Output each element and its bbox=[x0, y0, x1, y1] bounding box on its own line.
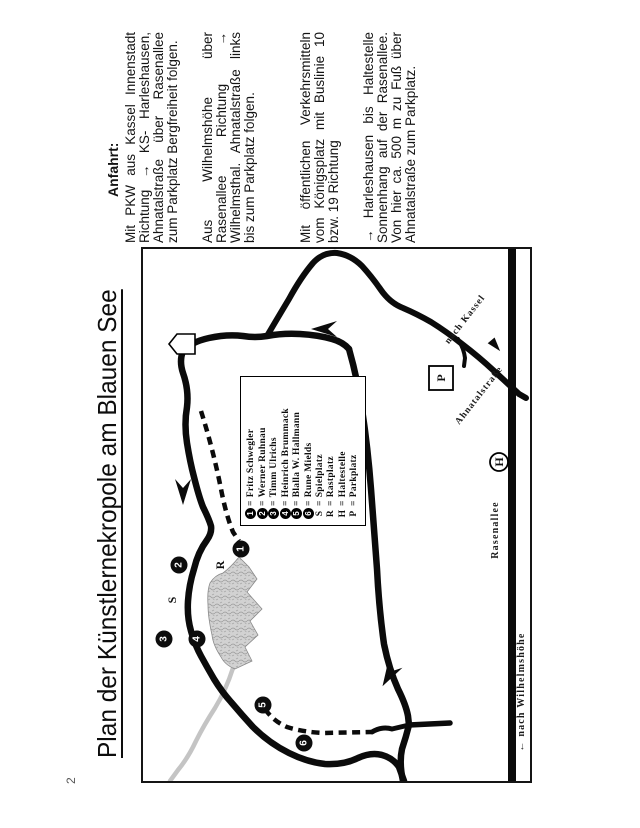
legend-symbol: 4 bbox=[280, 508, 291, 519]
legend-symbol: 5 bbox=[291, 508, 302, 519]
directions-paragraph-car: Mit PKW aus Kassel Innenstadt Richtung → KS- Harleshausen, Ahnatalstraße über Rasenallee zum Parkplatz Bergfreiheit folgen. bbox=[123, 32, 180, 243]
legend-symbol: R bbox=[326, 509, 337, 518]
legend-row: 3=Timm Ulrichs bbox=[268, 383, 280, 519]
svg-text:P: P bbox=[434, 374, 448, 382]
map-legend bbox=[240, 376, 366, 526]
legend-symbol: 3 bbox=[268, 508, 279, 519]
label-nach-kassel: nach Kassel bbox=[443, 293, 488, 347]
legend-symbol: 1 bbox=[245, 508, 256, 519]
directions-block bbox=[106, 32, 518, 243]
legend-symbol: 2 bbox=[257, 508, 268, 519]
directions-paragraph-transit: Mit öffentlichen Verkehrsmitteln vom Königsplatz mit Buslinie 10 bzw. 19 Richtung bbox=[298, 32, 341, 243]
label-rasenallee: Rasenallee bbox=[490, 501, 501, 559]
direction-arrow-icon bbox=[175, 479, 191, 505]
marker-4 bbox=[189, 631, 206, 648]
legend-row: 4=Heinrich Brummack bbox=[280, 383, 292, 519]
marker-2 bbox=[171, 557, 188, 574]
legend-row: 5=Blalla W. Hallmann bbox=[291, 383, 303, 519]
directions-heading: Anfahrt: bbox=[105, 142, 121, 197]
svg-text:3: 3 bbox=[158, 636, 170, 642]
rastplatz-letter: R bbox=[213, 560, 227, 570]
label-ahnatalstrasse: Ahnatalstraße bbox=[453, 364, 506, 427]
trail-south bbox=[265, 709, 371, 733]
map-pentagon-icon bbox=[169, 334, 195, 354]
legend-row: 6=Rune Mields bbox=[303, 383, 315, 519]
legend-row: P=Parkplatz bbox=[349, 383, 361, 519]
stream bbox=[170, 668, 233, 781]
legend-row: 1=Fritz Schwegler bbox=[245, 383, 257, 519]
svg-text:5: 5 bbox=[257, 702, 269, 708]
directions-paragraph-wilhelmshoehe: Aus Wilhelmshöhe über Rasenallee Richtung → Wilhelmsthal. Ahnatalstraße links bis zum Parkplatz folgen. bbox=[200, 32, 257, 243]
page-title bbox=[92, 253, 132, 758]
nach-kassel-arrow-icon bbox=[488, 338, 504, 355]
legend-row: 2=Werner Ruhnau bbox=[257, 383, 269, 519]
page-number: 2 bbox=[64, 777, 78, 784]
marker-3 bbox=[156, 631, 173, 648]
svg-text:H: H bbox=[492, 457, 506, 467]
legend-row: S=Spielplatz bbox=[315, 383, 327, 519]
svg-text:1: 1 bbox=[235, 546, 247, 552]
road-branch-east bbox=[409, 723, 450, 725]
spielplatz-letter: S bbox=[165, 596, 179, 604]
page-title-text: Plan der Künstlernekropole am Blauen See bbox=[92, 289, 122, 758]
road-trail-tail bbox=[372, 725, 409, 732]
marker-1 bbox=[233, 541, 250, 558]
haltestelle-badge bbox=[490, 453, 508, 471]
legend-row: R=Rastplatz bbox=[326, 456, 337, 518]
svg-text:6: 6 bbox=[298, 740, 310, 746]
legend-symbol: H bbox=[337, 509, 348, 518]
svg-text:4: 4 bbox=[191, 636, 203, 642]
svg-text:2: 2 bbox=[173, 562, 185, 568]
directions-paragraph-busstop: → Harleshausen bis Haltestelle Sonnenhang auf der Rasenallee. Von hier ca. 500 m zu Fuß über Ahnatalstraße zum Parkplatz. bbox=[361, 32, 418, 243]
legend-symbol: 6 bbox=[303, 508, 314, 519]
marker-6 bbox=[296, 735, 313, 752]
label-nach-wilhelmshoehe: ← nach Wilhelmshöhe bbox=[516, 632, 527, 752]
legend-row: H=Haltestelle bbox=[337, 451, 348, 518]
parkplatz-badge bbox=[429, 366, 453, 390]
legend-symbol: P bbox=[349, 510, 360, 517]
lake bbox=[208, 557, 262, 669]
legend-symbol: S bbox=[314, 510, 325, 517]
marker-5 bbox=[255, 697, 272, 714]
